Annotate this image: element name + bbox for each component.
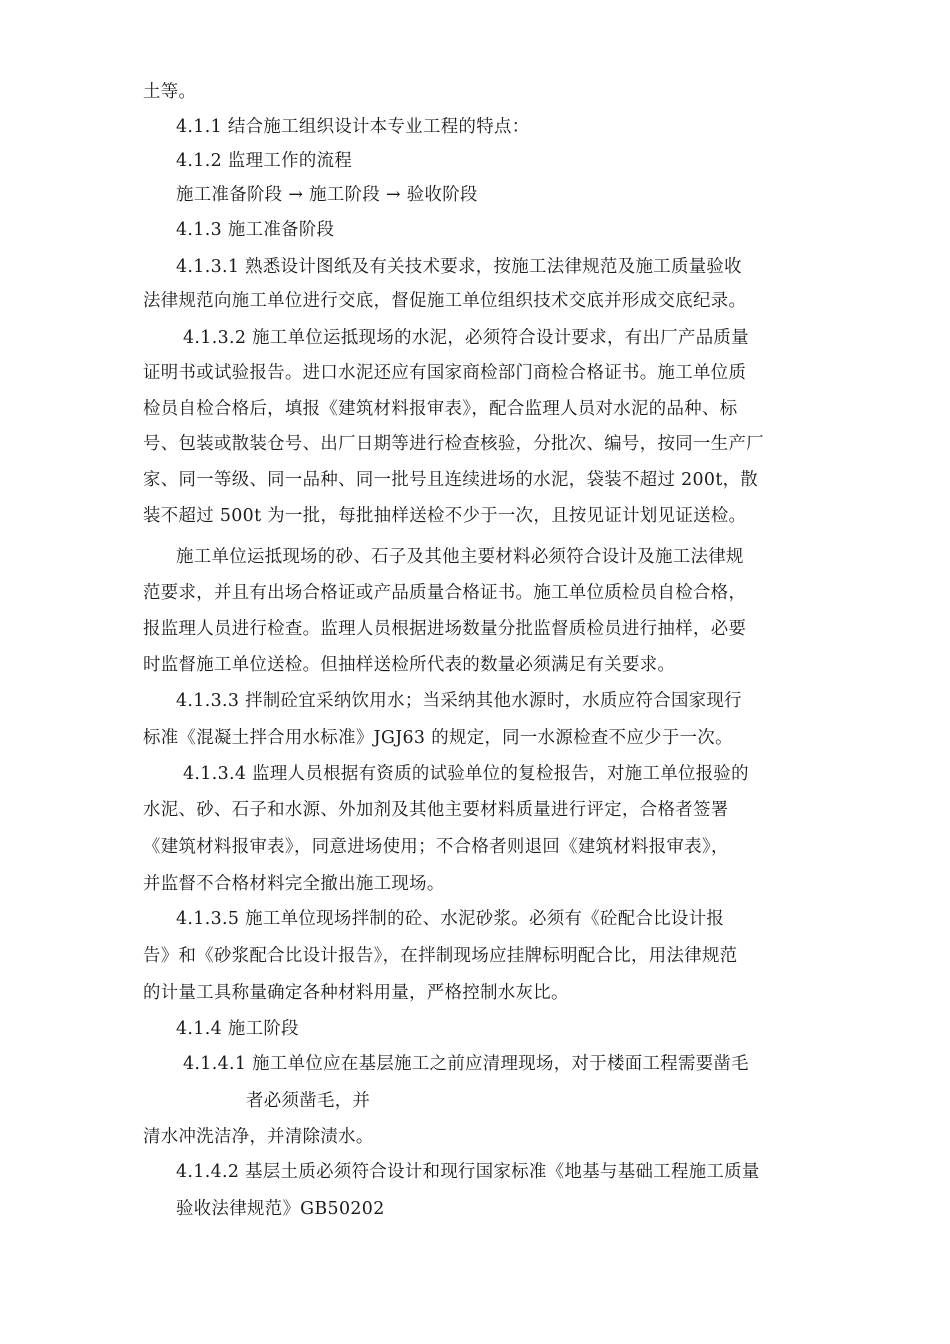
paragraph-line: 装不超过 500t 为一批，每批抽样送检不少于一次，且按见证计划见证送检。	[143, 506, 747, 526]
paragraph-line: 的计量工具称量确定各种材料用量，严格控制水灰比。	[143, 983, 569, 1003]
paragraph-line: 并监督不合格材料完全撤出施工现场。	[143, 874, 445, 894]
text-line: 土等。	[143, 82, 197, 102]
paragraph-line: 证明书或试验报告。进口水泥还应有国家商检部门商检合格证书。施工单位质	[143, 363, 747, 383]
workflow-line: 施工准备阶段 → 施工阶段 → 验收阶段	[176, 185, 478, 205]
paragraph-line: 法律规范向施工单位进行交底，督促施工单位组织技术交底并形成交底纪录。	[143, 291, 747, 311]
section-heading-4-1-3: 4.1.3 施工准备阶段	[176, 220, 335, 240]
paragraph-line: 者必须凿毛，并	[246, 1091, 371, 1111]
paragraph-line: 4.1.3.4 监理人员根据有资质的试验单位的复检报告，对施工单位报验的	[183, 764, 749, 784]
paragraph-line: 范要求，并且有出场合格证或产品质量合格证书。施工单位质检员自检合格，	[143, 583, 747, 603]
paragraph-line: 告》和《砂浆配合比设计报告》，在拌制现场应挂牌标明配合比，用法律规范	[143, 946, 738, 966]
paragraph-line: 4.1.4.2 基层土质必须符合设计和现行国家标准《地基与基础工程施工质量	[176, 1162, 760, 1182]
paragraph-line: 号、包装或散装仓号、出厂日期等进行检查核验，分批次、编号，按同一生产厂	[143, 434, 764, 454]
paragraph-line: 报监理人员进行检查。监理人员根据进场数量分批监督质检员进行抽样，必要	[143, 619, 747, 639]
paragraph-line: 4.1.3.5 施工单位现场拌制的砼、水泥砂浆。必须有《砼配合比设计报	[176, 909, 725, 929]
paragraph-line: 检员自检合格后，填报《建筑材料报审表》，配合监理人员对水泥的品种、标	[143, 399, 738, 419]
section-heading-4-1-4: 4.1.4 施工阶段	[176, 1019, 299, 1039]
paragraph-line: 《建筑材料报审表》，同意进场使用；不合格者则退回《建筑材料报审表》，	[143, 837, 729, 857]
paragraph-line: 时监督施工单位送检。但抽样送检所代表的数量必须满足有关要求。	[143, 655, 676, 675]
paragraph-line: 施工单位运抵现场的砂、石子及其他主要材料必须符合设计及施工法律规	[176, 547, 744, 567]
paragraph-line: 水泥、砂、石子和水源、外加剂及其他主要材料质量进行评定，合格者签署	[143, 800, 729, 820]
section-heading-4-1-2: 4.1.2 监理工作的流程	[176, 151, 353, 171]
paragraph-line: 验收法律规范》GB50202	[176, 1199, 385, 1219]
paragraph-line: 4.1.3.2 施工单位运抵现场的水泥，必须符合设计要求，有出厂产品质量	[183, 328, 749, 348]
paragraph-line: 4.1.3.3 拌制砼宜采纳饮用水；当采纳其他水源时，水质应符合国家现行	[176, 691, 742, 711]
paragraph-line: 清水冲洗洁净，并清除渍水。	[143, 1127, 374, 1147]
paragraph-line: 4.1.3.1 熟悉设计图纸及有关技术要求，按施工法律规范及施工质量验收	[176, 257, 742, 277]
section-heading-4-1-1: 4.1.1 结合施工组织设计本专业工程的特点：	[176, 117, 530, 137]
paragraph-line: 标准《混凝土拌合用水标准》JGJ63 的规定，同一水源检查不应少于一次。	[143, 728, 733, 748]
paragraph-line: 4.1.4.1 施工单位应在基层施工之前应清理现场，对于楼面工程需要凿毛	[183, 1054, 749, 1074]
paragraph-line: 家、同一等级、同一品种、同一批号且连续进场的水泥，袋装不超过 200t，散	[143, 470, 759, 490]
